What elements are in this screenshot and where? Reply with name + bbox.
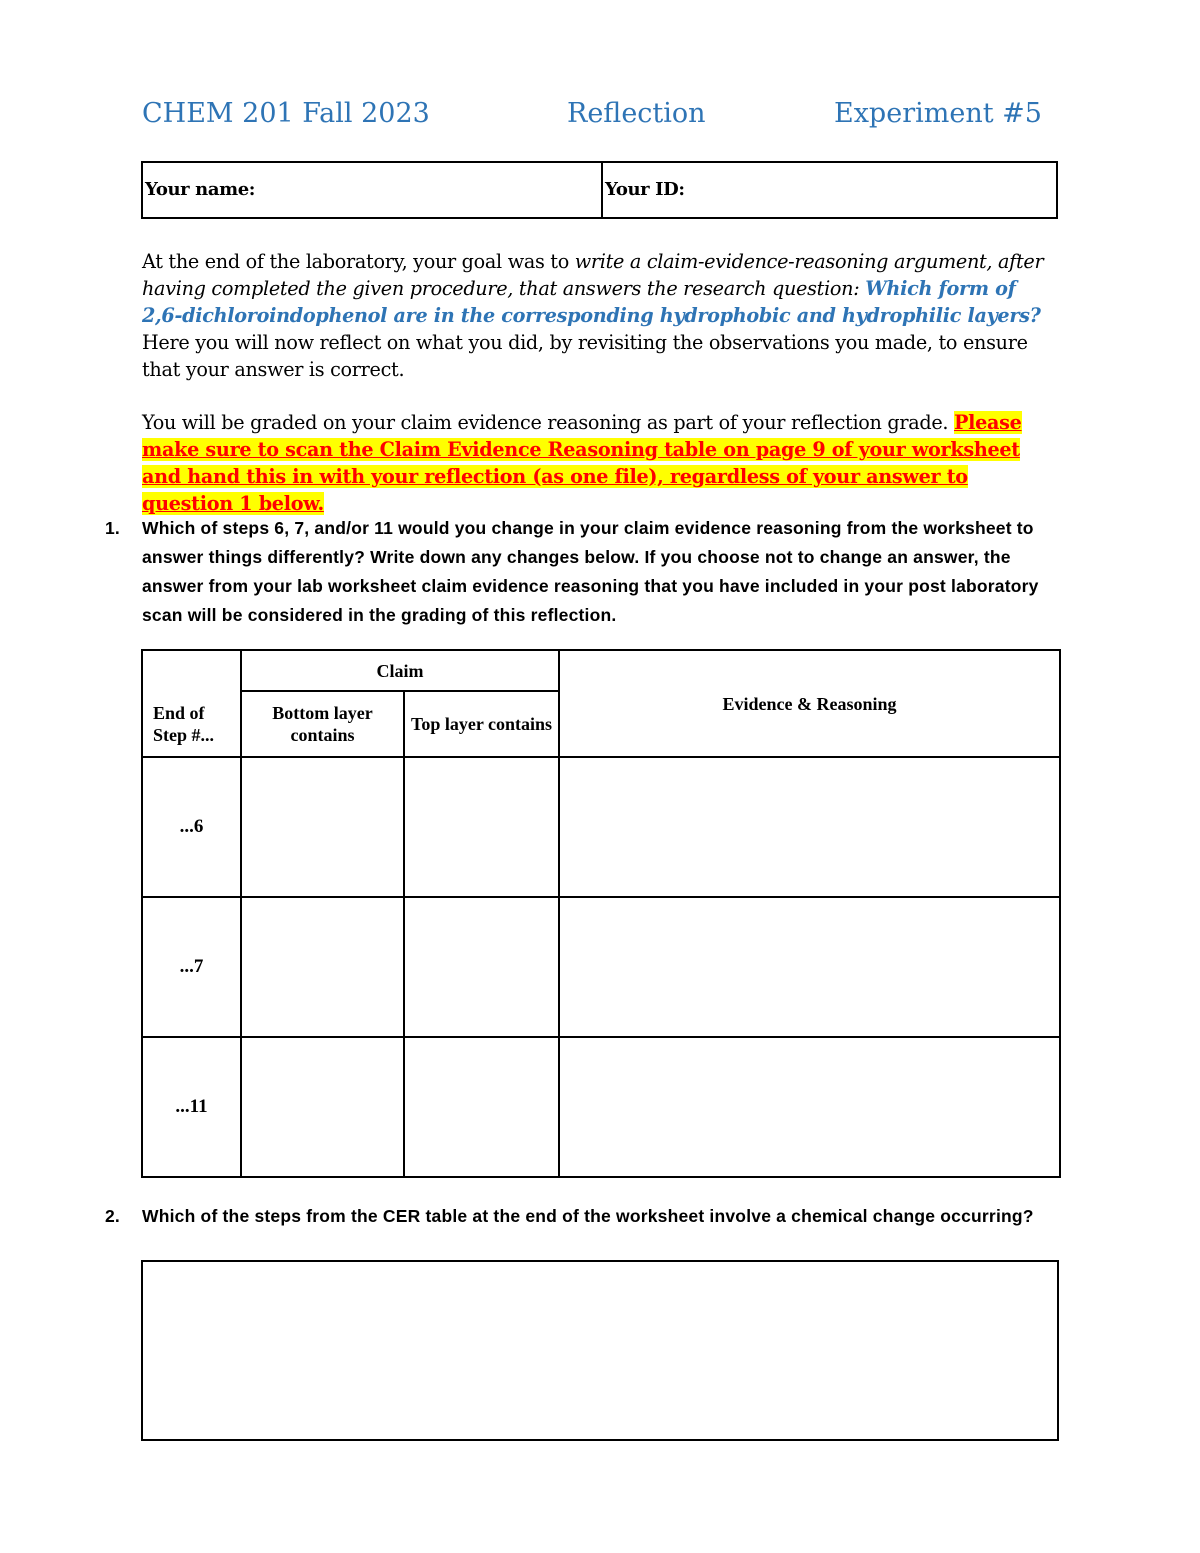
id-label: Your ID: <box>605 179 685 200</box>
grading-paragraph <box>142 409 1060 517</box>
goal-text: At the end of the laboratory, your goal was to <box>142 250 575 273</box>
id-field[interactable] <box>603 163 1056 217</box>
question-text: Which of steps 6, 7, and/or 11 would you change in your claim evidence reasoning from the worksheet to answer things differently? Write down any changes below. If you choose not to change an answer, the answer from your lab worksheet claim evidence reasoning that you have included in your post laboratory scan will be considered in the grading of this reflection. <box>142 518 1039 625</box>
question-2-answer-box[interactable] <box>141 1260 1059 1441</box>
evidence-cell[interactable] <box>559 897 1060 1037</box>
table-row <box>142 1037 1060 1177</box>
table-row <box>142 757 1060 897</box>
step-label: ...11 <box>142 1037 241 1177</box>
goal-italic-text: write a claim-evidence-reasoning argument, after having completed the given procedure, that answers the research question: <box>142 250 1044 300</box>
bottom-layer-header: Bottom layer contains <box>241 691 404 757</box>
bottom-layer-cell[interactable] <box>241 757 404 897</box>
name-label: Your name: <box>145 179 256 200</box>
experiment-number: Experiment #5 <box>834 98 1042 129</box>
scan-warning: Please make sure to scan the Claim Evidence Reasoning table on page 9 of your worksheet and hand this in with your reflection (as one file), regardless of your answer to question 1 below. <box>142 411 1022 515</box>
student-id-table <box>141 161 1058 219</box>
question-2 <box>105 1202 1042 1231</box>
question-number: 2. <box>105 1206 120 1226</box>
reflect-paragraph: Here you will now reflect on what you did, by revisiting the observations you made, to ensure that your answer is correct. <box>142 331 1028 381</box>
goal-paragraph <box>142 248 1060 329</box>
evidence-cell[interactable] <box>559 1037 1060 1177</box>
step-label: ...7 <box>142 897 241 1037</box>
name-field[interactable] <box>143 163 603 217</box>
top-layer-cell[interactable] <box>404 757 559 897</box>
bottom-layer-cell[interactable] <box>241 1037 404 1177</box>
step-label: ...6 <box>142 757 241 897</box>
cer-table <box>141 649 1061 1178</box>
top-layer-header: Top layer contains <box>404 691 559 757</box>
claim-header: Claim <box>241 650 559 691</box>
header-blank <box>142 650 241 691</box>
table-row <box>142 897 1060 1037</box>
question-text: Which of the steps from the CER table at the end of the worksheet involve a chemical change occurring? <box>142 1206 1034 1226</box>
page-header <box>142 98 1042 138</box>
document-type: Reflection <box>567 98 706 129</box>
course-title: CHEM 201 Fall 2023 <box>142 98 430 129</box>
instructions <box>142 248 1060 517</box>
grading-text: You will be graded on your claim evidence reasoning as part of your reflection grade. <box>142 411 955 434</box>
top-layer-cell[interactable] <box>404 897 559 1037</box>
evidence-header: Evidence & Reasoning <box>559 650 1060 757</box>
bottom-layer-cell[interactable] <box>241 897 404 1037</box>
research-question: Which form of 2,6-dichloroindophenol are in the corresponding hydrophobic and hydrophilic layers? <box>142 277 1041 327</box>
end-of-step-header: End of Step #... <box>142 691 241 757</box>
question-number: 1. <box>105 518 120 538</box>
question-1 <box>105 514 1042 630</box>
evidence-cell[interactable] <box>559 757 1060 897</box>
top-layer-cell[interactable] <box>404 1037 559 1177</box>
